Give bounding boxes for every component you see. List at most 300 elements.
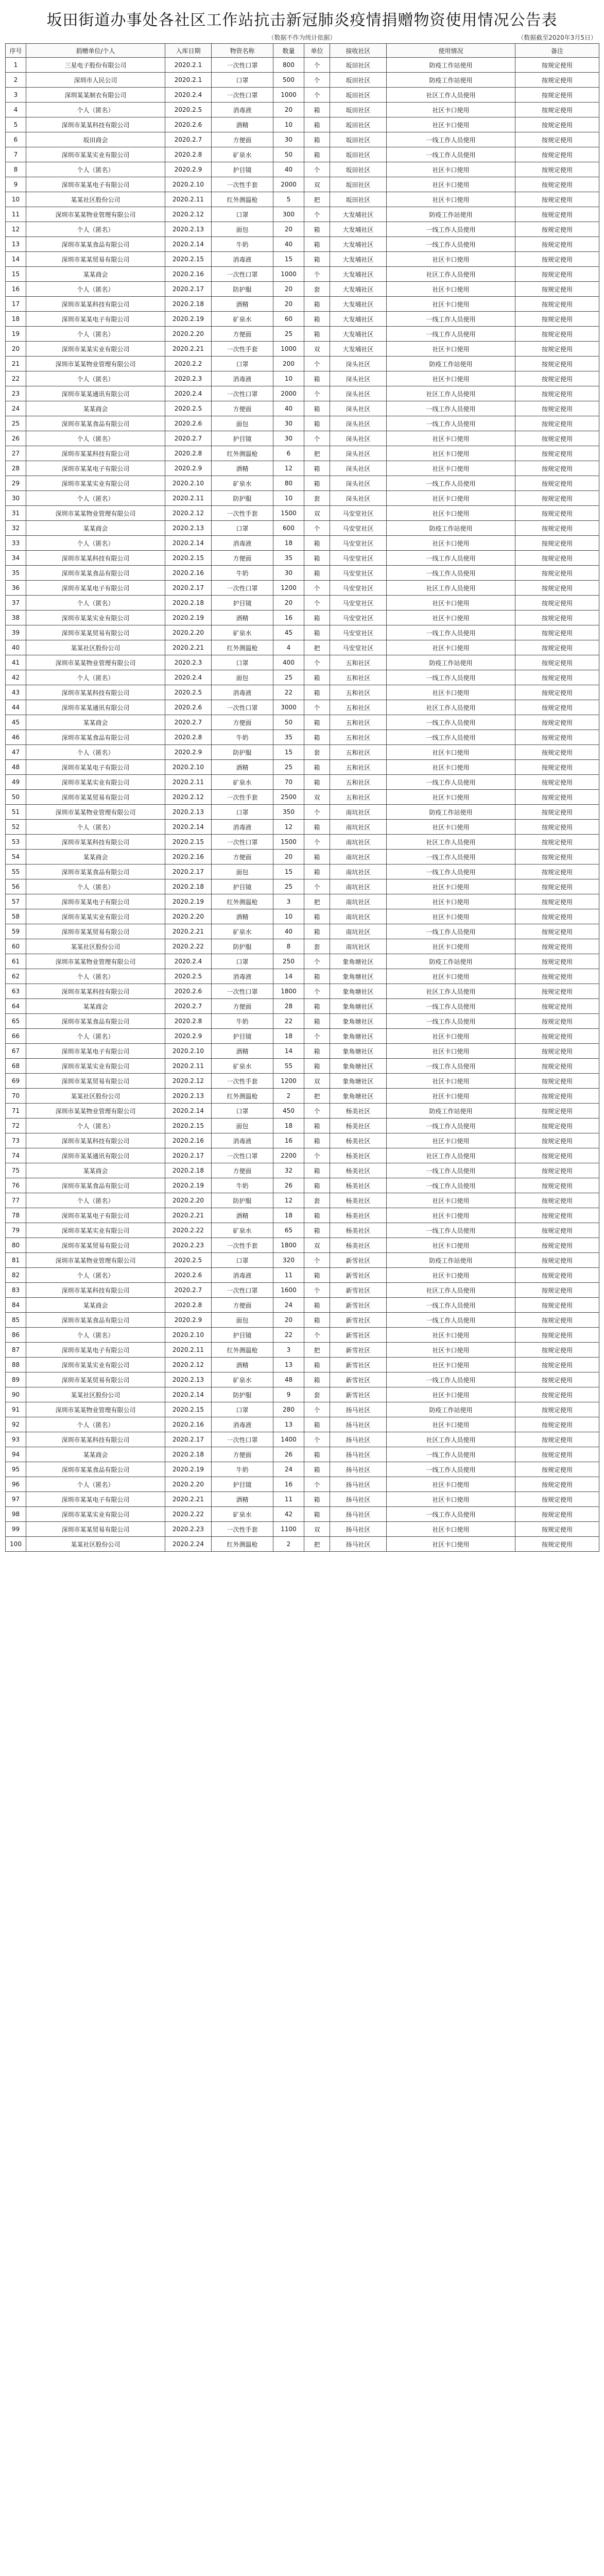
unit: 个 — [304, 1104, 330, 1118]
unit: 个 — [304, 835, 330, 850]
quantity: 30 — [273, 416, 304, 431]
note: 按规定使用 — [515, 909, 599, 924]
table-row — [6, 879, 599, 894]
table-row — [6, 1253, 599, 1268]
entry-date: 2020.2.10 — [165, 760, 212, 775]
note: 按规定使用 — [515, 879, 599, 894]
unit: 个 — [304, 1432, 330, 1447]
row-number: 65 — [6, 1014, 26, 1029]
unit: 套 — [304, 282, 330, 297]
entry-date: 2020.2.22 — [165, 1223, 212, 1238]
donor-name: 个人（匿名） — [26, 1029, 165, 1044]
row-number: 25 — [6, 416, 26, 431]
quantity: 35 — [273, 730, 304, 745]
donor-name: 深圳市某某科技有限公司 — [26, 1432, 165, 1447]
entry-date: 2020.2.9 — [165, 162, 212, 177]
unit: 个 — [304, 521, 330, 536]
community: 岗头社区 — [330, 416, 387, 431]
item-name: 口罩 — [212, 1253, 273, 1268]
row-number: 97 — [6, 1492, 26, 1507]
quantity: 9 — [273, 1387, 304, 1402]
quantity: 40 — [273, 401, 304, 416]
row-number: 40 — [6, 640, 26, 655]
item-name: 口罩 — [212, 357, 273, 371]
item-name: 矿泉水 — [212, 476, 273, 491]
entry-date: 2020.2.15 — [165, 252, 212, 267]
usage: 防疫工作站使用 — [387, 655, 515, 670]
unit: 个 — [304, 1148, 330, 1163]
donor-name: 个人（匿名） — [26, 670, 165, 685]
community: 象角塘社区 — [330, 1059, 387, 1074]
table-row — [6, 386, 599, 401]
note: 按规定使用 — [515, 894, 599, 909]
table-row — [6, 252, 599, 267]
quantity: 1800 — [273, 1238, 304, 1253]
row-number: 72 — [6, 1118, 26, 1133]
community: 新雪社区 — [330, 1328, 387, 1343]
community: 大发埔社区 — [330, 342, 387, 357]
note: 按规定使用 — [515, 1223, 599, 1238]
note: 按规定使用 — [515, 775, 599, 790]
note: 按规定使用 — [515, 730, 599, 745]
donor-name: 某某商会 — [26, 715, 165, 730]
community: 马安堂社区 — [330, 536, 387, 551]
donor-name: 某某商会 — [26, 521, 165, 536]
note: 按规定使用 — [515, 1089, 599, 1104]
item-name: 消毒液 — [212, 371, 273, 386]
community: 岗头社区 — [330, 371, 387, 386]
entry-date: 2020.2.16 — [165, 1133, 212, 1148]
usage: 社区卡口使用 — [387, 177, 515, 192]
donor-name: 个人（匿名） — [26, 282, 165, 297]
usage: 社区卡口使用 — [387, 1358, 515, 1372]
quantity: 45 — [273, 625, 304, 640]
quantity: 20 — [273, 1313, 304, 1328]
unit: 箱 — [304, 1223, 330, 1238]
community: 五和社区 — [330, 685, 387, 700]
unit: 双 — [304, 1522, 330, 1537]
community: 大发埔社区 — [330, 282, 387, 297]
entry-date: 2020.2.4 — [165, 88, 212, 103]
row-number: 11 — [6, 207, 26, 222]
quantity: 1200 — [273, 581, 304, 596]
unit: 箱 — [304, 371, 330, 386]
column-header: 单位 — [304, 44, 330, 58]
entry-date: 2020.2.14 — [165, 536, 212, 551]
table-row — [6, 924, 599, 939]
quantity: 400 — [273, 655, 304, 670]
item-name: 矿泉水 — [212, 775, 273, 790]
entry-date: 2020.2.16 — [165, 1417, 212, 1432]
note: 按规定使用 — [515, 1059, 599, 1074]
donor-name: 个人（匿名） — [26, 1328, 165, 1343]
quantity: 25 — [273, 760, 304, 775]
entry-date: 2020.2.11 — [165, 491, 212, 506]
row-number: 88 — [6, 1358, 26, 1372]
note: 按规定使用 — [515, 939, 599, 954]
item-name: 口罩 — [212, 1104, 273, 1118]
row-number: 73 — [6, 1133, 26, 1148]
note: 按规定使用 — [515, 371, 599, 386]
donor-name: 深圳市某某物业管理有限公司 — [26, 506, 165, 521]
entry-date: 2020.2.19 — [165, 1462, 212, 1477]
donor-name: 个人（匿名） — [26, 222, 165, 237]
item-name: 一次性口罩 — [212, 58, 273, 73]
table-row — [6, 999, 599, 1014]
quantity: 3 — [273, 894, 304, 909]
item-name: 面包 — [212, 670, 273, 685]
unit: 箱 — [304, 1133, 330, 1148]
table-row — [6, 1104, 599, 1118]
note: 按规定使用 — [515, 820, 599, 835]
note: 按规定使用 — [515, 670, 599, 685]
quantity: 10 — [273, 909, 304, 924]
note: 按规定使用 — [515, 476, 599, 491]
donor-name: 深圳市某某贸易有限公司 — [26, 1238, 165, 1253]
community: 南坑社区 — [330, 879, 387, 894]
item-name: 防护服 — [212, 1387, 273, 1402]
donor-name: 某某商会 — [26, 1298, 165, 1313]
item-name: 消毒液 — [212, 820, 273, 835]
usage: 社区卡口使用 — [387, 162, 515, 177]
quantity: 1000 — [273, 88, 304, 103]
community: 五和社区 — [330, 730, 387, 745]
entry-date: 2020.2.20 — [165, 1477, 212, 1492]
item-name: 口罩 — [212, 1402, 273, 1417]
unit: 个 — [304, 1328, 330, 1343]
unit: 箱 — [304, 1417, 330, 1432]
row-number: 49 — [6, 775, 26, 790]
note: 按规定使用 — [515, 1537, 599, 1552]
note: 按规定使用 — [515, 312, 599, 327]
usage: 防疫工作站使用 — [387, 207, 515, 222]
unit: 箱 — [304, 222, 330, 237]
usage: 社区卡口使用 — [387, 1268, 515, 1283]
donor-name: 深圳市某某电子有限公司 — [26, 177, 165, 192]
note: 按规定使用 — [515, 969, 599, 984]
donor-name: 深圳市某某实业有限公司 — [26, 909, 165, 924]
community: 坂田社区 — [330, 88, 387, 103]
item-name: 牛奶 — [212, 237, 273, 252]
row-number: 23 — [6, 386, 26, 401]
item-name: 一次性手套 — [212, 342, 273, 357]
unit: 箱 — [304, 1163, 330, 1178]
table-row — [6, 850, 599, 865]
donor-name: 某某社区股份公司 — [26, 640, 165, 655]
unit: 箱 — [304, 416, 330, 431]
community: 杨美社区 — [330, 1148, 387, 1163]
unit: 箱 — [304, 1298, 330, 1313]
unit: 箱 — [304, 1118, 330, 1133]
donor-name: 深圳市某某实业有限公司 — [26, 1358, 165, 1372]
entry-date: 2020.2.8 — [165, 1014, 212, 1029]
entry-date: 2020.2.12 — [165, 207, 212, 222]
community: 大发埔社区 — [330, 222, 387, 237]
entry-date: 2020.2.15 — [165, 1402, 212, 1417]
note: 按规定使用 — [515, 192, 599, 207]
quantity: 55 — [273, 1059, 304, 1074]
item-name: 口罩 — [212, 521, 273, 536]
usage: 防疫工作站使用 — [387, 1104, 515, 1118]
unit: 个 — [304, 1253, 330, 1268]
community: 坂田社区 — [330, 117, 387, 132]
table-row — [6, 835, 599, 850]
donor-name: 深圳市某某电子有限公司 — [26, 1492, 165, 1507]
quantity: 22 — [273, 685, 304, 700]
community: 马安堂社区 — [330, 611, 387, 625]
note: 按规定使用 — [515, 58, 599, 73]
entry-date: 2020.2.6 — [165, 1268, 212, 1283]
unit: 箱 — [304, 566, 330, 581]
community: 南坑社区 — [330, 924, 387, 939]
row-number: 15 — [6, 267, 26, 282]
usage: 一线工作人员使用 — [387, 999, 515, 1014]
note: 按规定使用 — [515, 924, 599, 939]
row-number: 75 — [6, 1163, 26, 1178]
entry-date: 2020.2.4 — [165, 670, 212, 685]
quantity: 10 — [273, 491, 304, 506]
item-name: 牛奶 — [212, 1462, 273, 1477]
quantity: 10 — [273, 371, 304, 386]
usage: 社区卡口使用 — [387, 342, 515, 357]
note: 按规定使用 — [515, 536, 599, 551]
item-name: 酒精 — [212, 760, 273, 775]
usage: 一线工作人员使用 — [387, 1118, 515, 1133]
note: 按规定使用 — [515, 342, 599, 357]
entry-date: 2020.2.23 — [165, 1522, 212, 1537]
donor-name: 深圳市某某电子有限公司 — [26, 1208, 165, 1223]
quantity: 280 — [273, 1402, 304, 1417]
table-row — [6, 1044, 599, 1059]
note: 按规定使用 — [515, 297, 599, 312]
item-name: 护目镜 — [212, 1477, 273, 1492]
usage: 一线工作人员使用 — [387, 1014, 515, 1029]
community: 南坑社区 — [330, 820, 387, 835]
entry-date: 2020.2.19 — [165, 312, 212, 327]
entry-date: 2020.2.5 — [165, 1253, 212, 1268]
unit: 把 — [304, 1343, 330, 1358]
note: 按规定使用 — [515, 162, 599, 177]
table-row — [6, 132, 599, 147]
quantity: 6 — [273, 446, 304, 461]
community: 坂田社区 — [330, 103, 387, 117]
donor-name: 深圳市某某科技有限公司 — [26, 446, 165, 461]
usage: 防疫工作站使用 — [387, 954, 515, 969]
quantity: 20 — [273, 103, 304, 117]
entry-date: 2020.2.16 — [165, 566, 212, 581]
table-row — [6, 1059, 599, 1074]
entry-date: 2020.2.18 — [165, 297, 212, 312]
quantity: 24 — [273, 1298, 304, 1313]
usage: 社区卡口使用 — [387, 879, 515, 894]
note: 按规定使用 — [515, 1044, 599, 1059]
item-name: 一次性口罩 — [212, 386, 273, 401]
note: 按规定使用 — [515, 1462, 599, 1477]
item-name: 一次性手套 — [212, 1238, 273, 1253]
item-name: 酒精 — [212, 461, 273, 476]
note: 按规定使用 — [515, 835, 599, 850]
community: 大发埔社区 — [330, 297, 387, 312]
entry-date: 2020.2.7 — [165, 999, 212, 1014]
item-name: 一次性口罩 — [212, 835, 273, 850]
community: 新雪社区 — [330, 1387, 387, 1402]
item-name: 面包 — [212, 416, 273, 431]
quantity: 2500 — [273, 790, 304, 805]
donor-name: 深圳市某某科技有限公司 — [26, 1283, 165, 1298]
quantity: 20 — [273, 222, 304, 237]
table-row — [6, 342, 599, 357]
usage: 社区工作人员使用 — [387, 88, 515, 103]
usage: 社区卡口使用 — [387, 506, 515, 521]
row-number: 100 — [6, 1537, 26, 1552]
donation-table — [5, 43, 599, 1552]
column-header: 数量 — [273, 44, 304, 58]
donor-name: 个人（匿名） — [26, 491, 165, 506]
note: 按规定使用 — [515, 1238, 599, 1253]
table-row — [6, 312, 599, 327]
note: 按规定使用 — [515, 1029, 599, 1044]
community: 岗头社区 — [330, 386, 387, 401]
entry-date: 2020.2.13 — [165, 1372, 212, 1387]
item-name: 酒精 — [212, 1208, 273, 1223]
entry-date: 2020.2.21 — [165, 640, 212, 655]
table-row — [6, 775, 599, 790]
table-row — [6, 446, 599, 461]
usage: 社区卡口使用 — [387, 192, 515, 207]
item-name: 防护服 — [212, 1193, 273, 1208]
usage: 社区卡口使用 — [387, 431, 515, 446]
quantity: 450 — [273, 1104, 304, 1118]
usage: 社区卡口使用 — [387, 1537, 515, 1552]
entry-date: 2020.2.16 — [165, 850, 212, 865]
item-name: 一次性口罩 — [212, 984, 273, 999]
row-number: 19 — [6, 327, 26, 342]
table-row — [6, 551, 599, 566]
unit: 个 — [304, 596, 330, 611]
community: 岗头社区 — [330, 461, 387, 476]
table-row — [6, 1328, 599, 1343]
donor-name: 深圳市某某食品有限公司 — [26, 1462, 165, 1477]
note: 按规定使用 — [515, 611, 599, 625]
usage: 社区工作人员使用 — [387, 386, 515, 401]
note: 按规定使用 — [515, 596, 599, 611]
usage: 社区卡口使用 — [387, 745, 515, 760]
usage: 社区卡口使用 — [387, 117, 515, 132]
community: 大发埔社区 — [330, 252, 387, 267]
quantity: 16 — [273, 1133, 304, 1148]
entry-date: 2020.2.1 — [165, 58, 212, 73]
table-row — [6, 1238, 599, 1253]
unit: 个 — [304, 431, 330, 446]
usage: 社区工作人员使用 — [387, 581, 515, 596]
table-row — [6, 1298, 599, 1313]
community: 五和社区 — [330, 790, 387, 805]
donor-name: 深圳市某某物业管理有限公司 — [26, 357, 165, 371]
entry-date: 2020.2.16 — [165, 267, 212, 282]
unit: 箱 — [304, 969, 330, 984]
row-number: 90 — [6, 1387, 26, 1402]
quantity: 10 — [273, 117, 304, 132]
donor-name: 深圳市某某实业有限公司 — [26, 775, 165, 790]
entry-date: 2020.2.20 — [165, 1193, 212, 1208]
column-header: 入库日期 — [165, 44, 212, 58]
row-number: 16 — [6, 282, 26, 297]
unit: 个 — [304, 357, 330, 371]
note: 按规定使用 — [515, 282, 599, 297]
usage: 一线工作人员使用 — [387, 1178, 515, 1193]
entry-date: 2020.2.11 — [165, 1343, 212, 1358]
community: 扬马社区 — [330, 1477, 387, 1492]
note: 按规定使用 — [515, 865, 599, 879]
item-name: 方便面 — [212, 327, 273, 342]
note: 按规定使用 — [515, 790, 599, 805]
note: 按规定使用 — [515, 760, 599, 775]
community: 马安堂社区 — [330, 640, 387, 655]
usage: 社区卡口使用 — [387, 1044, 515, 1059]
unit: 个 — [304, 73, 330, 88]
donor-name: 深圳市某某贸易有限公司 — [26, 1522, 165, 1537]
row-number: 57 — [6, 894, 26, 909]
quantity: 22 — [273, 1014, 304, 1029]
note: 按规定使用 — [515, 625, 599, 640]
item-name: 矿泉水 — [212, 1372, 273, 1387]
community: 马安堂社区 — [330, 506, 387, 521]
note: 按规定使用 — [515, 954, 599, 969]
row-number: 9 — [6, 177, 26, 192]
quantity: 24 — [273, 1462, 304, 1477]
table-row — [6, 700, 599, 715]
usage: 社区卡口使用 — [387, 491, 515, 506]
note: 按规定使用 — [515, 1074, 599, 1089]
table-row — [6, 745, 599, 760]
row-number: 5 — [6, 117, 26, 132]
row-number: 45 — [6, 715, 26, 730]
date-note: （数据截至2020年3月5日） — [517, 34, 597, 41]
entry-date: 2020.2.9 — [165, 1029, 212, 1044]
usage: 社区卡口使用 — [387, 297, 515, 312]
item-name: 方便面 — [212, 1163, 273, 1178]
entry-date: 2020.2.17 — [165, 1432, 212, 1447]
row-number: 36 — [6, 581, 26, 596]
community: 新雪社区 — [330, 1358, 387, 1372]
table-row — [6, 1358, 599, 1372]
quantity: 3 — [273, 1343, 304, 1358]
item-name: 一次性口罩 — [212, 1432, 273, 1447]
entry-date: 2020.2.24 — [165, 1537, 212, 1552]
quantity: 1600 — [273, 1283, 304, 1298]
entry-date: 2020.2.8 — [165, 1298, 212, 1313]
donor-name: 个人（匿名） — [26, 162, 165, 177]
item-name: 消毒液 — [212, 969, 273, 984]
entry-date: 2020.2.13 — [165, 222, 212, 237]
note: 按规定使用 — [515, 1298, 599, 1313]
usage: 社区卡口使用 — [387, 282, 515, 297]
unit: 箱 — [304, 132, 330, 147]
community: 大发埔社区 — [330, 312, 387, 327]
item-name: 一次性手套 — [212, 506, 273, 521]
donor-name: 深圳市某某食品有限公司 — [26, 566, 165, 581]
community: 马安堂社区 — [330, 625, 387, 640]
note: 按规定使用 — [515, 103, 599, 117]
note: 按规定使用 — [515, 1417, 599, 1432]
unit: 箱 — [304, 551, 330, 566]
entry-date: 2020.2.4 — [165, 954, 212, 969]
usage: 一线工作人员使用 — [387, 312, 515, 327]
entry-date: 2020.2.17 — [165, 282, 212, 297]
community: 新雪社区 — [330, 1283, 387, 1298]
unit: 个 — [304, 1029, 330, 1044]
unit: 箱 — [304, 237, 330, 252]
